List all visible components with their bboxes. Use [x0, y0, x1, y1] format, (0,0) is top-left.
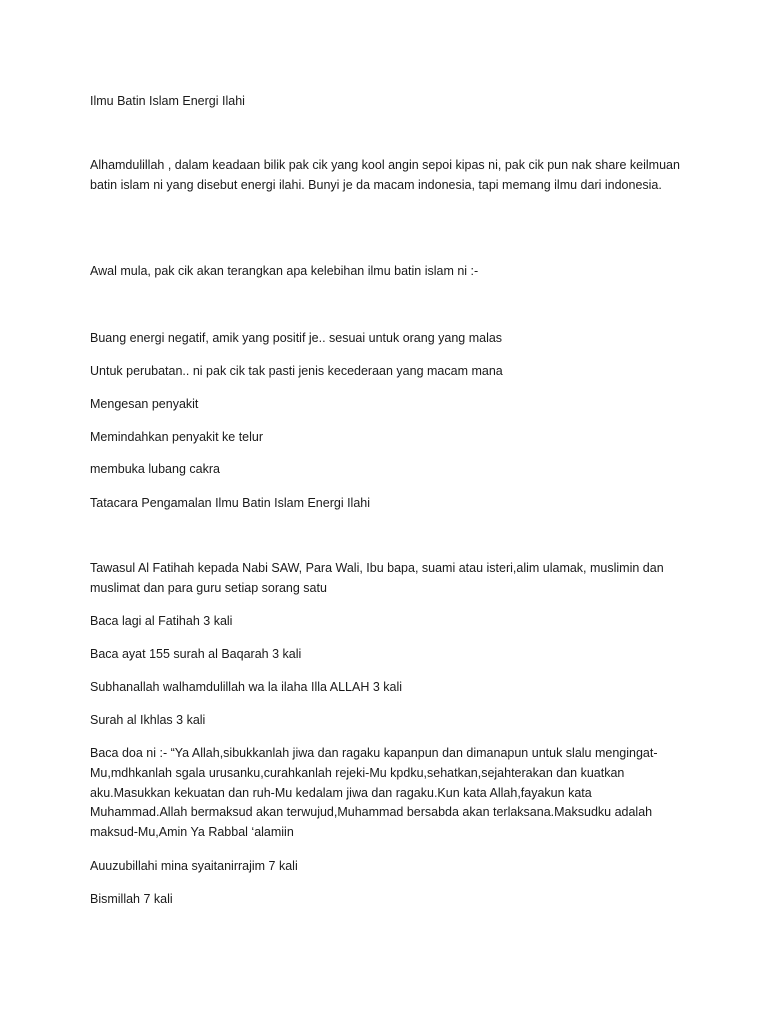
doa-paragraph: Baca doa ni :- “Ya Allah,sibukkanlah jiwa dan ragaku kapanpun dan dimanapun untuk slalu mengingat-Mu,mdhkanlah sgala urusanku,curahkanlah rejeki-Mu kpdku,sehatkan,sejahterakan dan kuatkan aku.Masukkan kekuatan dan ruh-Mu kedalam jiwa dan ragaku.Kun kata Allah,fayakun kata Muhammad.Allah bermaksud akan terwujud,Muhammad bersabda akan terlaksana.Maksudku adalah maksud-Mu,Amin Ya Rabbal ‘alamiin	[90, 746, 658, 840]
step-item: Baca lagi al Fatihah 3 kali	[90, 614, 233, 628]
final-step-item: Auuzubillahi mina syaitanirrajim 7 kali	[90, 859, 298, 873]
section-title: Tatacara Pengamalan Ilmu Batin Islam Energi Ilahi	[90, 496, 371, 510]
benefit-item: Buang energi negatif, amik yang positif je.. sesuai untuk orang yang malas	[90, 331, 503, 345]
step-item: Baca ayat 155 surah al Baqarah 3 kali	[90, 647, 302, 661]
benefit-item: Memindahkan penyakit ke telur	[90, 430, 264, 444]
benefit-item: membuka lubang cakra	[90, 462, 220, 476]
benefit-item: Mengesan penyakit	[90, 397, 199, 411]
benefit-item: Untuk perubatan.. ni pak cik tak pasti jenis kecederaan yang macam mana	[90, 364, 503, 378]
step-item: Subhanallah walhamdulillah wa la ilaha Illa ALLAH 3 kali	[90, 680, 402, 694]
final-step-item: Bismillah 7 kali	[90, 892, 173, 906]
tawasul-paragraph: Tawasul Al Fatihah kepada Nabi SAW, Para Wali, Ibu bapa, suami atau isteri,alim ulamak, muslimin dan muslimat dan para guru setiap sorang satu	[90, 561, 664, 595]
intro-paragraph: Alhamdulillah , dalam keadaan bilik pak cik yang kool angin sepoi kipas ni, pak cik pun nak share keilmuan batin islam ni yang disebut energi ilahi. Bunyi je da macam indonesia, tapi memang ilmu dari indonesia.	[90, 158, 680, 192]
step-item: Surah al Ikhlas 3 kali	[90, 713, 206, 727]
document-title: Ilmu Batin Islam Energi Ilahi	[90, 94, 245, 108]
lead-paragraph: Awal mula, pak cik akan terangkan apa kelebihan ilmu batin islam ni :-	[90, 264, 479, 278]
